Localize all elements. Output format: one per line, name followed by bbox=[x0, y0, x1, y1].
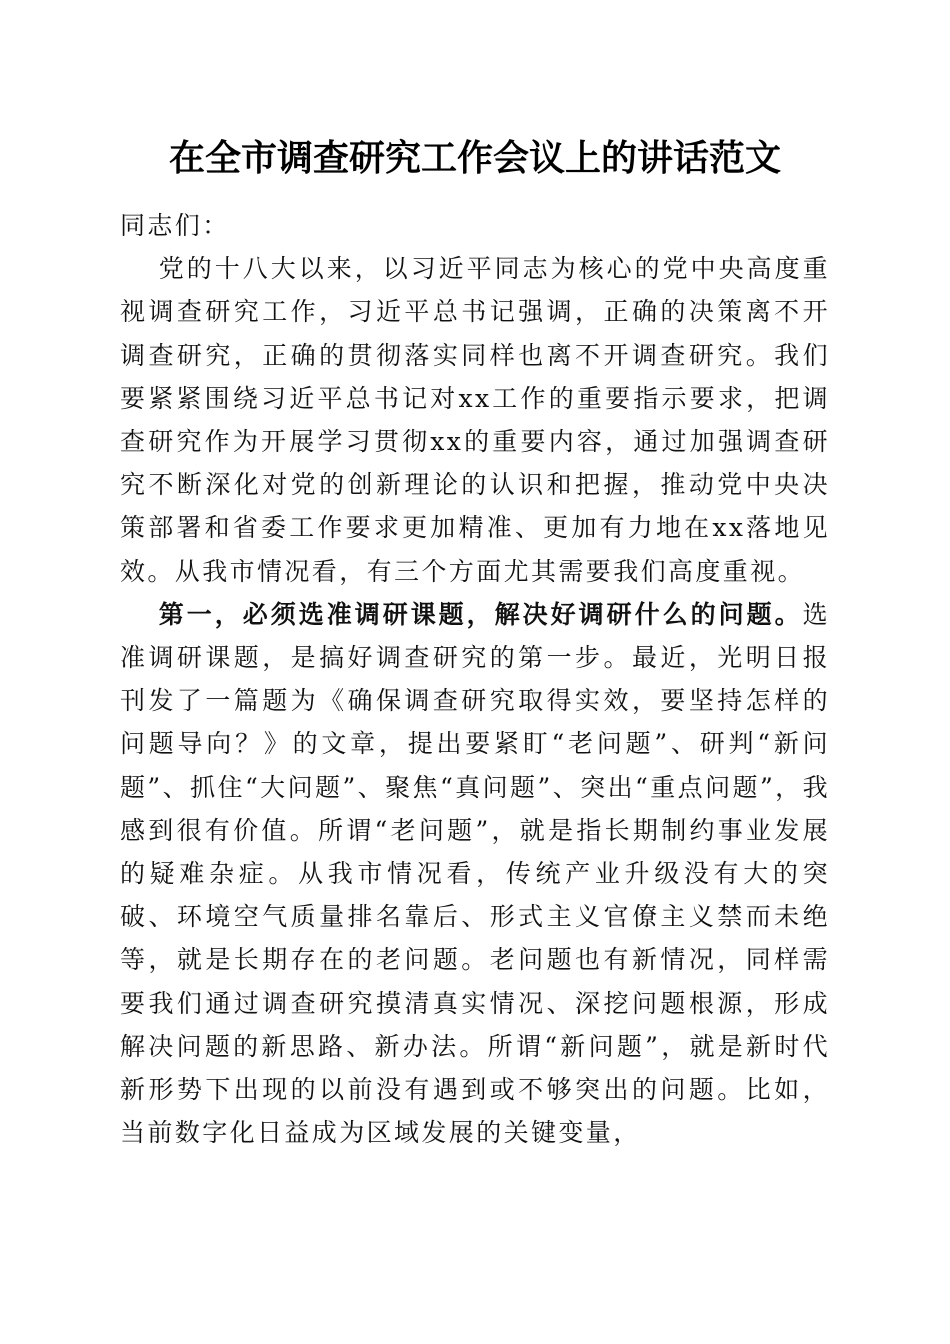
paragraph-intro: 党的十八大以来，以习近平同志为核心的党中央高度重视调查研究工作，习近平总书记强调，正确的决策离不开调查研究，正确的贯彻落实同样也离不开调查研究。我们要紧紧围绕习近平总书记对xx工作的重要指示要求，把调查研究作为开展学习贯彻xx的重要内容，通过加强调查研究不断深化对党的创新理论的认识和把握，推动党中央决策部署和省委工作要求更加精准、更加有力地在xx落地见效。从我市情况看，有三个方面尤其需要我们高度重视。 bbox=[120, 254, 830, 586]
salutation: 同志们： bbox=[120, 211, 230, 240]
first-point-heading: 第一，必须选准调研课题，解决好调研什么的问题。 bbox=[158, 599, 803, 629]
document-title: 在全市调查研究工作会议上的讲话范文 bbox=[168, 137, 781, 179]
paragraph-first-point bbox=[120, 593, 830, 1155]
document-body bbox=[120, 204, 830, 1154]
first-point-body: 选准调研课题，是搞好调查研究的第一步。最近，光明日报刊发了一篇题为《确保调查研究取得实效，要坚持怎样的问题导向？》的文章，提出要紧盯“老问题”、研判“新问题”、抓住“大问题”、聚焦“真问题”、突出“重点问题”，我感到很有价值。所谓“老问题”，就是指长期制约事业发展的疑难杂症。从我市情况看，传统产业升级没有大的突破、环境空气质量排名靠后、形式主义官僚主义禁而未绝等，就是长期存在的老问题。老问题也有新情况，同样需要我们通过调查研究摸清真实情况、深挖问题根源，形成解决问题的新思路、新办法。所谓“新问题”，就是新时代新形势下出现的以前没有遇到或不够突出的问题。比如，当前数字化日益成为区域发展的关键变量， bbox=[120, 599, 830, 1148]
